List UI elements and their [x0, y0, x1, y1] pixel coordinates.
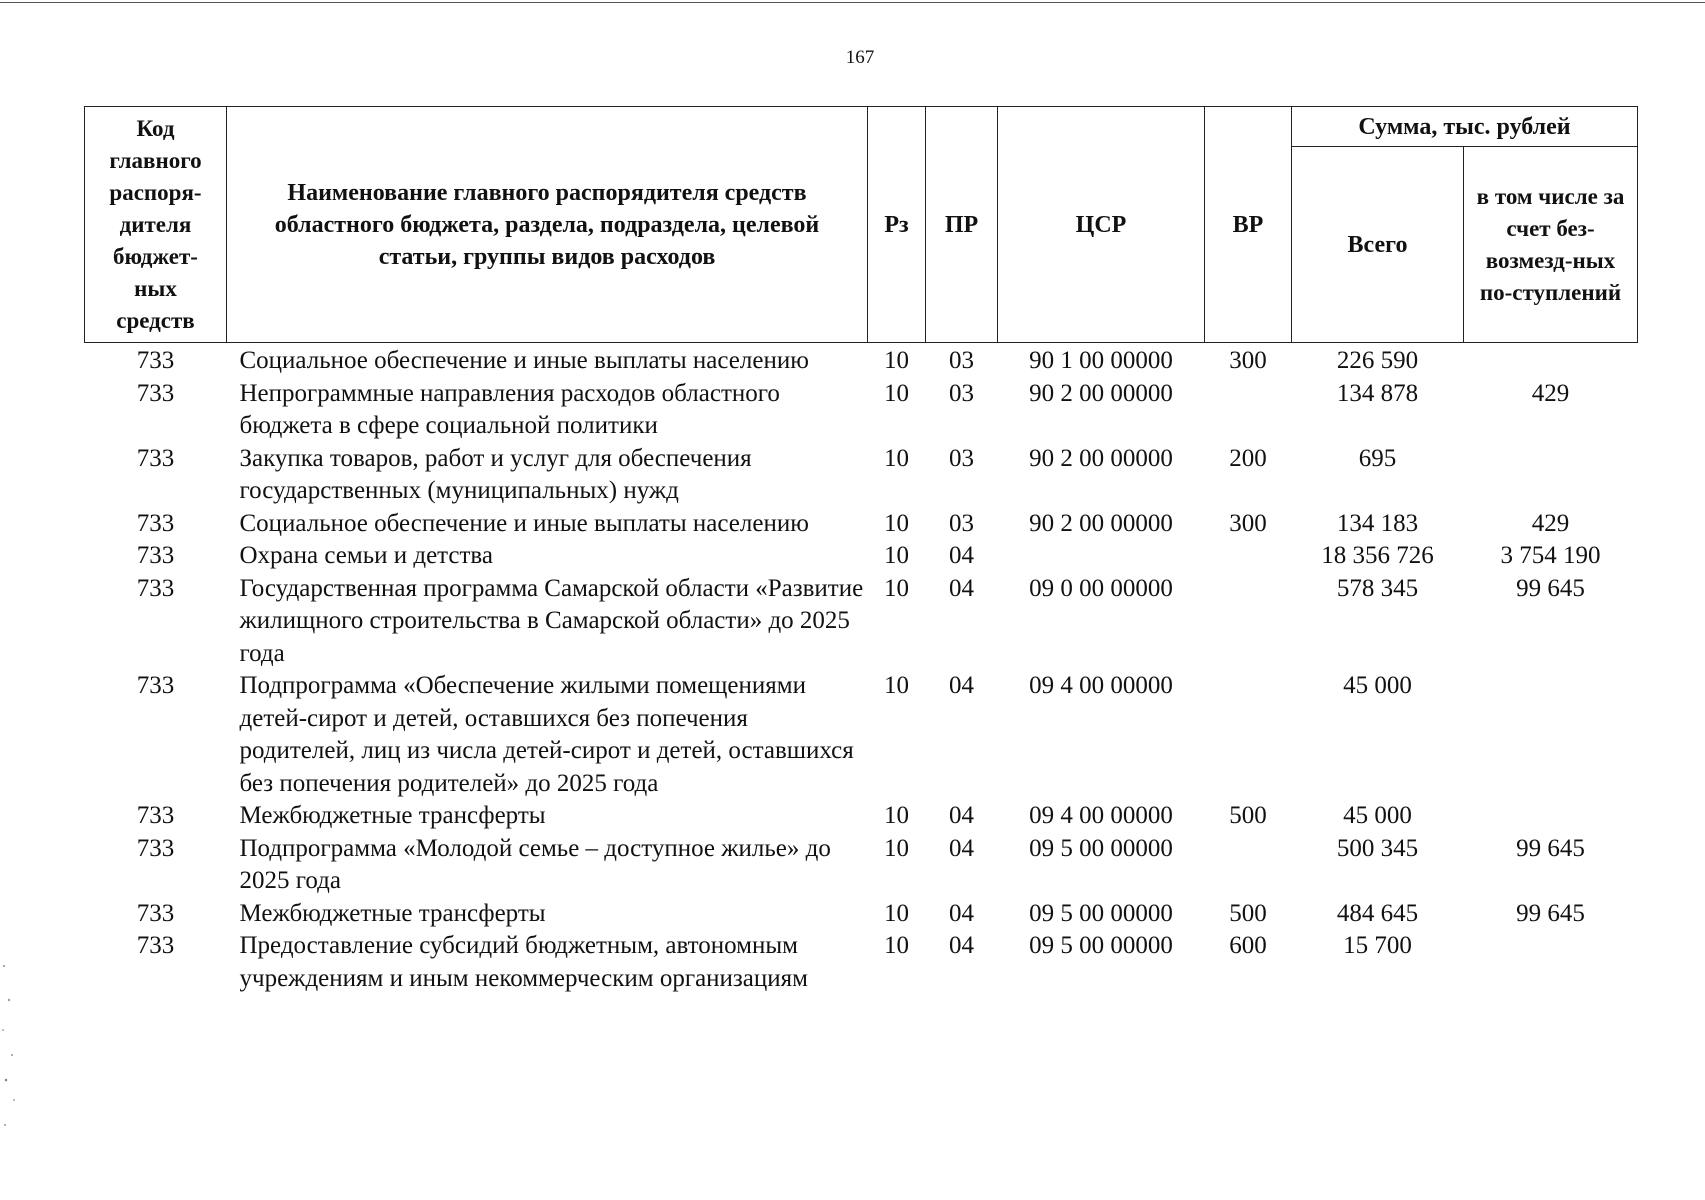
header-vr: ВР: [1205, 107, 1292, 343]
cell-total: 226 590: [1336, 347, 1419, 374]
page-number: 167: [845, 47, 875, 68]
table-row: [85, 833, 1638, 898]
cell-free: 3 754 190: [1500, 542, 1601, 569]
cell-csr: [998, 540, 1205, 573]
cell-name: Непрограммные направления расходов областного бюджета в сфере социальной политики: [239, 379, 780, 439]
cell-pr: 04: [949, 899, 974, 927]
header-total: Всего: [1292, 147, 1464, 343]
cell-pr: 03: [949, 509, 974, 537]
budget-table: [84, 106, 1638, 995]
cell-total: 484 645: [1336, 899, 1419, 927]
table-header: [85, 107, 1638, 343]
cell-rz: 10: [884, 899, 909, 927]
table-row: [85, 670, 1638, 800]
cell-pr: 04: [949, 802, 974, 829]
table-row: [85, 343, 1638, 378]
cell-rz: 10: [884, 932, 909, 959]
cell-code: 733: [136, 834, 175, 862]
cell-code: 733: [136, 672, 175, 699]
table-row: [85, 540, 1638, 573]
cell-free: 99 645: [1516, 574, 1585, 602]
cell-vr: [1205, 378, 1292, 443]
cell-pr: 04: [949, 672, 974, 699]
cell-free: [1464, 343, 1638, 378]
cell-csr: 09 5 00 00000: [1029, 834, 1173, 862]
header-rz: Рз: [868, 107, 926, 343]
cell-total: 134 183: [1336, 509, 1419, 537]
table-row: [85, 898, 1638, 931]
cell-free: [1464, 930, 1638, 995]
cell-code: 733: [136, 932, 175, 959]
cell-code: 733: [136, 379, 175, 407]
cell-free: [1464, 443, 1638, 508]
header-pr: ПР: [926, 107, 998, 343]
cell-name: Межбюджетные трансферты: [239, 899, 546, 927]
cell-csr: 90 2 00 00000: [1029, 509, 1173, 537]
cell-rz: 10: [884, 672, 909, 699]
cell-rz: 10: [884, 542, 909, 569]
cell-pr: 03: [949, 444, 974, 472]
cell-rz: 10: [884, 834, 909, 862]
cell-code: 733: [136, 574, 175, 602]
cell-pr: 03: [949, 347, 974, 374]
table-row: [85, 508, 1638, 541]
cell-csr: 09 4 00 00000: [1029, 672, 1173, 699]
cell-rz: 10: [884, 509, 909, 537]
header-sum: Сумма, тыс. рублей: [1292, 107, 1638, 147]
cell-total: 500 345: [1336, 834, 1419, 862]
cell-total: 18 356 726: [1321, 542, 1434, 569]
cell-vr: 300: [1229, 347, 1267, 374]
cell-name: Государственная программа Самарской области «Развитие жилищного строительства в Самарской области» до 2025 года: [239, 574, 864, 667]
cell-free: 99 645: [1516, 834, 1585, 862]
cell-code: 733: [136, 542, 175, 569]
cell-csr: 90 2 00 00000: [1029, 379, 1173, 407]
cell-vr: 300: [1229, 509, 1267, 537]
cell-rz: 10: [884, 379, 909, 407]
cell-name: Закупка товаров, работ и услуг для обеспечения государственных (муниципальных) нужд: [239, 444, 752, 504]
table-body: [85, 343, 1638, 996]
header-code: [85, 107, 227, 343]
cell-code: 733: [136, 347, 175, 374]
cell-csr: 09 5 00 00000: [1029, 932, 1173, 959]
cell-pr: 04: [949, 932, 974, 959]
table-row: [85, 930, 1638, 995]
cell-vr: [1205, 573, 1292, 671]
cell-total: 134 878: [1336, 379, 1419, 407]
cell-name: Подпрограмма «Обеспечение жилыми помещениями детей-сирот и детей, оставшихся без попечения родителей, лиц из числа детей-сирот и детей, оставшихся без попечения родителей» до 2025 года: [239, 672, 854, 797]
cell-free: 429: [1531, 379, 1570, 407]
header-free-text: в том числе за счет без-возмезд-ных по-ступлений: [1476, 183, 1625, 305]
table-row: [85, 378, 1638, 443]
cell-vr: [1205, 540, 1292, 573]
cell-free: [1464, 800, 1638, 833]
cell-rz: 10: [884, 802, 909, 829]
cell-csr: 90 2 00 00000: [1029, 444, 1173, 472]
cell-rz: 10: [884, 444, 909, 472]
cell-pr: 04: [949, 574, 974, 602]
top-border-line: [0, 2, 1705, 3]
cell-csr: 09 0 00 00000: [1029, 574, 1173, 602]
cell-csr: 09 5 00 00000: [1029, 899, 1173, 927]
cell-vr: 200: [1229, 444, 1267, 472]
cell-rz: 10: [884, 347, 909, 374]
cell-total: 45 000: [1343, 802, 1412, 829]
cell-pr: 04: [949, 834, 974, 862]
cell-pr: 03: [949, 379, 974, 407]
cell-total: 578 345: [1336, 574, 1419, 602]
cell-vr: 600: [1229, 932, 1267, 959]
cell-csr: 90 1 00 00000: [1029, 347, 1173, 374]
cell-pr: 04: [949, 542, 974, 569]
header-code-text: [101, 113, 211, 337]
cell-csr: 09 4 00 00000: [1029, 802, 1173, 829]
cell-free: 99 645: [1516, 899, 1585, 927]
cell-code: 733: [136, 444, 175, 472]
cell-free: 429: [1531, 509, 1570, 537]
cell-name: Охрана семьи и детства: [239, 542, 493, 569]
cell-name: Подпрограмма «Молодой семье – доступное жилье» до 2025 года: [239, 834, 831, 894]
header-csr: ЦСР: [998, 107, 1205, 343]
table-row: [85, 800, 1638, 833]
cell-name: Межбюджетные трансферты: [239, 802, 546, 829]
cell-name: Социальное обеспечение и иные выплаты населению: [239, 347, 809, 374]
cell-code: 733: [136, 802, 175, 829]
cell-code: 733: [136, 899, 175, 927]
cell-total: 45 000: [1343, 672, 1412, 699]
cell-total: 15 700: [1343, 932, 1412, 959]
header-code-label: Код главного распоря-дителя бюджет-ных средств: [109, 115, 202, 333]
cell-code: 733: [136, 509, 175, 537]
cell-vr: 500: [1229, 899, 1267, 927]
cell-total: 695: [1358, 444, 1397, 472]
cell-rz: 10: [884, 574, 909, 602]
header-free: [1464, 147, 1638, 343]
cell-free: [1464, 670, 1638, 800]
cell-vr: [1205, 833, 1292, 898]
cell-name: Предоставление субсидий бюджетным, автономным учреждениям и иным некоммерческим организациям: [239, 932, 808, 992]
cell-vr: [1205, 670, 1292, 800]
table-row: [85, 443, 1638, 508]
table-row: [85, 573, 1638, 671]
cell-vr: 500: [1229, 802, 1267, 829]
cell-name: Социальное обеспечение и иные выплаты населению: [239, 509, 809, 537]
header-name: Наименование главного распорядителя средств областного бюджета, раздела, подраздела, целевой статьи, группы видов расходов: [227, 107, 868, 343]
scan-specks: [0, 960, 30, 1140]
